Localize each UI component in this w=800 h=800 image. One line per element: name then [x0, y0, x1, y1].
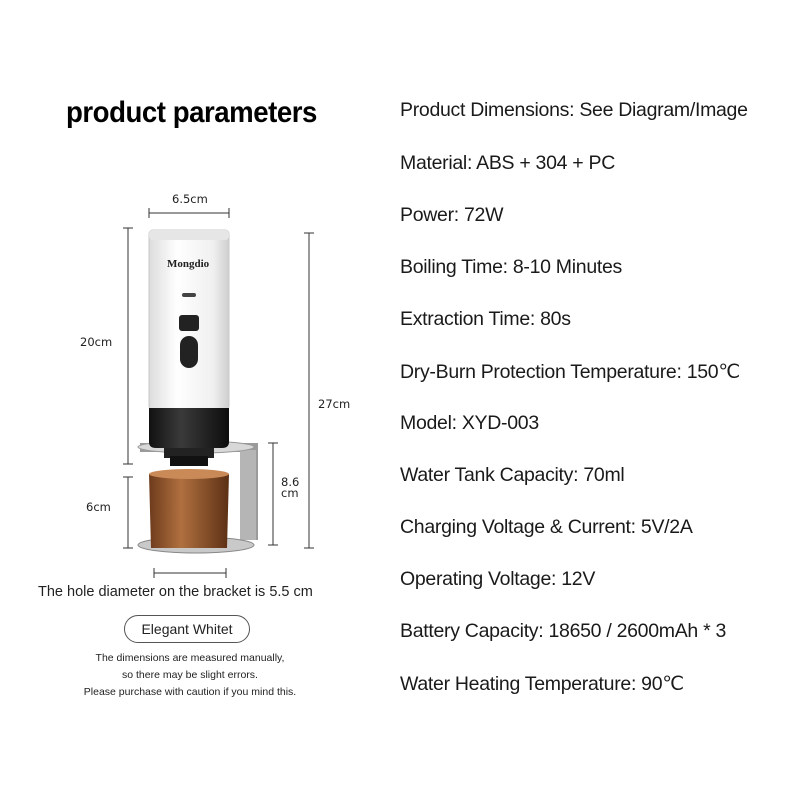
body-height-dimension-line: [123, 228, 133, 464]
indicator-light-icon: [182, 293, 196, 297]
disclaimer-line-3: Please purchase with caution if you mind this.: [83, 686, 297, 698]
spec-model: Model: XYD-003: [400, 412, 539, 434]
spec-heating-temperature: Water Heating Temperature: 90℃: [400, 673, 684, 695]
cup-height-label: 6cm: [86, 500, 111, 514]
spec-power: Power: 72W: [400, 204, 504, 226]
brand-logo: Mongdio: [167, 258, 210, 270]
disclaimer-line-1: The dimensions are measured manually,: [95, 652, 285, 664]
spec-boiling-time: Boiling Time: 8-10 Minutes: [400, 256, 622, 278]
coffee-cup: [149, 469, 229, 548]
bracket-height-value: 8.6: [281, 475, 300, 489]
disclaimer-line-2: so there may be slight errors.: [122, 669, 258, 681]
spec-dry-burn-protection: Dry-Burn Protection Temperature: 150℃: [400, 361, 740, 383]
bracket-height-dimension-line: [268, 443, 278, 545]
spec-dimensions: Product Dimensions: See Diagram/Image: [400, 99, 748, 121]
total-height-dimension-line: [304, 233, 314, 548]
body-height-label: 20cm: [80, 335, 113, 349]
hole-dimension-line: [154, 568, 226, 578]
color-option-button[interactable]: Elegant Whitet: [124, 615, 250, 643]
bracket-height-unit: cm: [281, 486, 299, 500]
power-button-icon: [179, 315, 199, 331]
brew-button-icon: [180, 336, 198, 368]
page-title: product parameters: [66, 96, 317, 129]
spec-material: Material: ABS + 304 + PC: [400, 152, 616, 174]
width-label: 6.5cm: [172, 192, 208, 206]
spec-operating-voltage: Operating Voltage: 12V: [400, 568, 596, 590]
width-dimension-line: [149, 208, 229, 218]
spec-water-tank: Water Tank Capacity: 70ml: [400, 464, 625, 486]
spec-battery: Battery Capacity: 18650 / 2600mAh * 3: [400, 620, 727, 642]
spec-charging: Charging Voltage & Current: 5V/2A: [400, 516, 693, 538]
spec-extraction-time: Extraction Time: 80s: [400, 308, 571, 330]
cup-height-dimension-line: [123, 477, 133, 548]
total-height-label: 27cm: [318, 397, 351, 411]
hole-diameter-note: The hole diameter on the bracket is 5.5 cm: [38, 584, 313, 600]
